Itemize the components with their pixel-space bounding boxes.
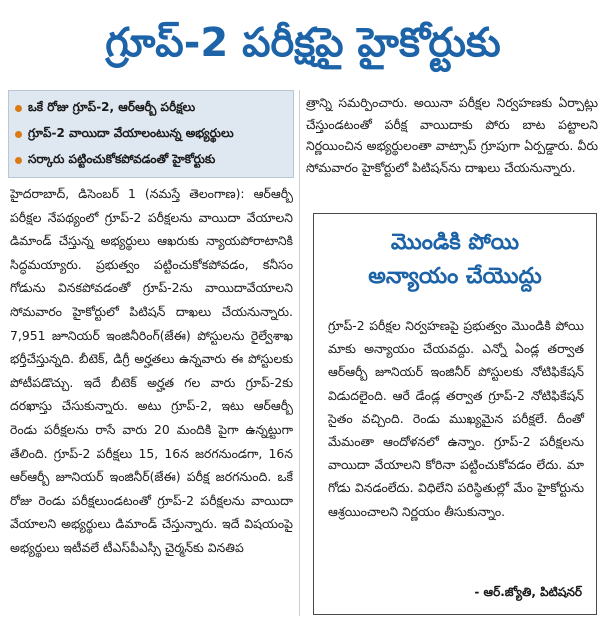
quote-title-line-1: మొండికి పోయి (390, 230, 520, 255)
quote-title-line-2: అన్యాయం చేయొద్దు (368, 264, 542, 289)
article-body-right: త్రాన్ని సమర్పించారు. అయినా పరీక్షల నిర్వహణకు ఏర్పాట్లు చేస్తుండటంతో పరీక్ష వాయిదాకు పోరు బాట పట్టాలని నిర్ణయించిన అభ్యర్థులంతా వాట్సాప్ గ్రూపుగా ఏర్పడ్డారు. వీరు సోమవారం హైకోర్టులో పిటిషన్‌ను దాఖలు చేయనున్నారు. (306, 95, 598, 175)
quote-body: గ్రూప్-2 పరీక్షల నిర్వహణపై ప్రభుత్వం మొండికి పోయి మాకు అన్యాయం చేయవద్దు. ఎన్నో ఏండ్ల తర్వాత ఆర్ఆర్బీ జూనియర్ ఇంజినీర్ పోస్టులకు నోటిఫికేషన్ విడుదలైంది. ఆరే డేండ్ల తర్వాత గ్రూప్-2 నోటిఫికేషన్ సైతం వచ్చింది. రెండు ముఖ్యమైన పరీక్షలే. దీంతో మేమంతా ఆందోళనలో ఉన్నాం. గ్రూప్-2 పరీక్షలను వాయిదా వేయాలని కోరినా పట్టించుకోవడం లేదు. మా గోడు వినడంలేదు. విధిలేని పరిస్థితుల్లో మేం హైకోర్టును ఆశ్రయించాలని నిర్ణయం తీసుకున్నాం. (328, 318, 584, 519)
headline: గ్రూప్-2 పరీక్షపై హైకోర్టుకు (105, 20, 501, 66)
article-body-left: హైదరాబాద్, డిసెంబర్ 1 (నమస్తే తెలంగాణ): ఆర్ఆర్బీ పరీక్షల నేపథ్యంలో గ్రూప్-2 పరీక్షలను వాయిదా వేయాలని డిమాండ్ చేస్తున్న అభ్యర్థులు ఆఖరుకు న్యాయపోరాటానికి సిద్ధమయ్యారు. ప్రభుత్వం పట్టించుకోకపోవడం, కనీసం గోడును వినకపోవడంతో గ్రూప్-2ను వాయిదావేయాలని సోమవారం హైకోర్టులో పిటిషన్ దాఖలు చేయనున్నారు. 7,951 జూనియర్ ఇంజినీరింగ్(జేఈ) పోస్టులను రైల్వేశాఖ భర్తీచేస్తున్నది. బీటెక్, డిగ్రీ అర్హతలు ఉన్నవారు ఈ పోస్టులకు పోటీపడొచ్చు. ఇదే బీటెక్ అర్హత గల వారు గ్రూప్-2కు దరఖాస్తు చేసుకున్నారు. అటు గ్రూప్-2, ఇటు ఆర్ఆర్బీ రెండు పరీక్షలను రాసే వారు 20 మందికి పైగా ఉన్నట్టుగా తేలింది. గ్రూప్-2 పరీక్షలు 15, 16న జరగనుండగా, 16న ఆర్ఆర్బీ జూనియర్ ఇంజినీర్(జేఈ) పరీక్ష జరగనుంది. ఒకే రోజు రెండు పరీక్షలుండటంతో గ్రూప్-2 పరీక్షలను వాయిదా వేయాలని అభ్యర్థులు డిమాండ్ చేస్తున్నారు. ఇదే విషయంపై అభ్యర్థులు ఇటీవలే టీఎస్‌పీఎస్సీ చైర్మన్‌కు వినతిప (10, 186, 293, 555)
bullet-text: సర్కారు పట్టించుకోకపోవడంతో హైకోర్టుకు (28, 151, 216, 166)
article-right-column (306, 92, 598, 202)
article-left-column (10, 182, 293, 616)
quote-signature: - ఆర్.జ్యోతి, పిటిషనర్ (474, 585, 582, 599)
summary-bullets (8, 90, 294, 178)
bullet-text: ఒకే రోజు గ్రూప్-2, ఆర్ఆర్బీ పరీక్షలు (28, 99, 196, 114)
bullet-item (15, 121, 287, 147)
bullet-dot-icon (15, 105, 22, 112)
quote-title (314, 226, 596, 294)
column-divider (299, 90, 300, 616)
bullet-dot-icon (15, 157, 22, 164)
bullet-dot-icon (15, 131, 22, 138)
bullet-text: గ్రూప్-2 వాయిదా వేయాలంటున్న అభ్యర్థులు (28, 125, 234, 140)
bullet-item (15, 95, 287, 121)
quote-box (313, 213, 597, 615)
bullet-item (15, 147, 287, 173)
